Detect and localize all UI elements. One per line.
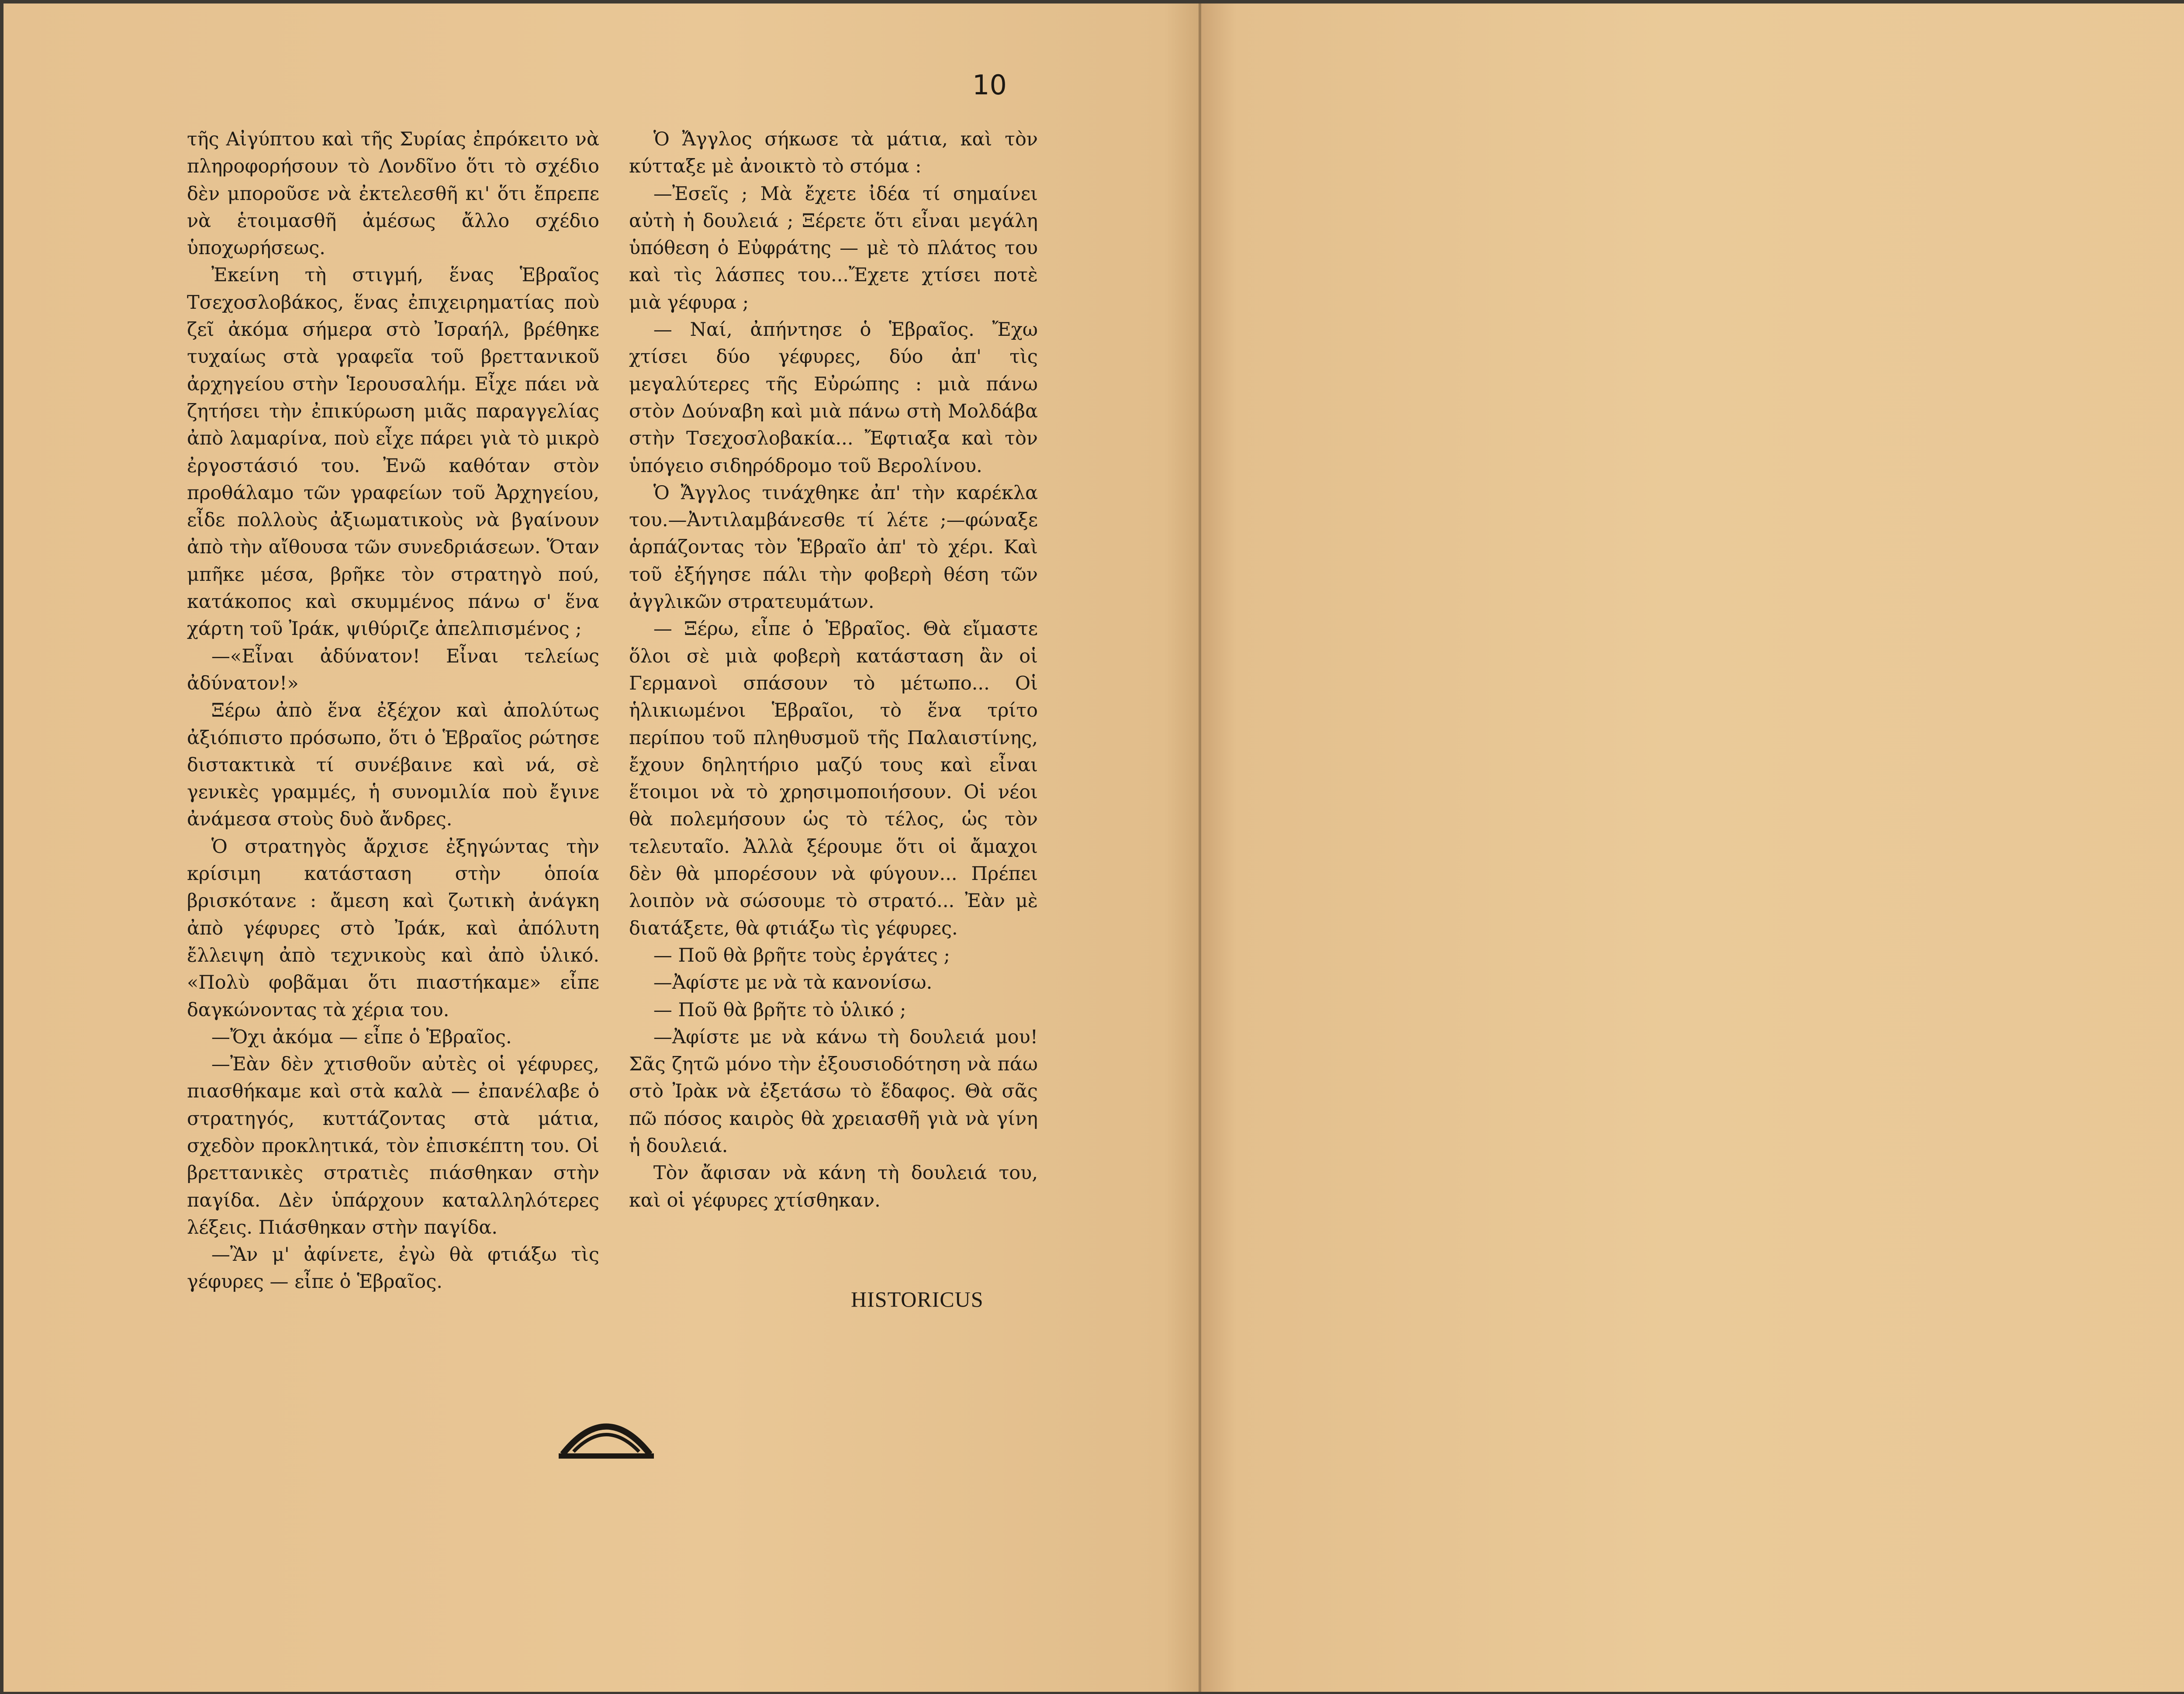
paragraph: —Ἂν μ' ἀφίνετε, ἐγὼ θὰ φτιάξω τὶς γέφυρες — εἶπε ὁ Ἑβραῖος. [187, 1244, 599, 1293]
paragraph: —«Εἶναι ἀδύνατον! Εἶναι τελείως ἀδύνατον!» [187, 645, 599, 694]
author-signature: HISTORICUS [851, 1287, 984, 1311]
paragraph: Ὁ Ἄγγλος τινάχθηκε ἀπ' τὴν καρέκλα του.—Ἀντιλαμβάνεσθε τί λέτε ;—φώναξε ἁρπάζοντας τὸν Ἑβραῖο ἀπ' τὸ χέρι. Καὶ τοῦ ἐξήγησε πάλι τὴν φοβερὴ θέση τῶν ἀγγλικῶν στρατευμάτων. [629, 482, 1038, 613]
paragraph: —Ἐὰν δὲν χτισθοῦν αὐτὲς οἱ γέφυρες, πιασθήκαμε καὶ στὰ καλὰ — ἐπανέλαβε ὁ στρατηγός, κυττάζοντας στὰ μάτια, σχεδὸν προκλητικά, τὸν ἐπισκέπτη του. Οἱ βρεττανικὲς στρατιὲς πιάσθηκαν στὴν παγίδα. Δὲν ὑπάρχουν καταλληλότερες λέξεις. Πιάσθηκαν στὴν παγίδα. [187, 1053, 599, 1239]
page-number: 10 [972, 69, 1007, 101]
right-page [1201, 3, 2184, 1692]
paragraph: — Ναί, ἀπήντησε ὁ Ἑβραῖος. Ἔχω χτίσει δύο γέφυρες, δύο ἀπ' τὶς μεγαλύτερες τῆς Εὐρώπης : μιὰ πάνω στὸν Δούναβη καὶ μιὰ πάνω στὴ Μολδάβα στὴν Τσεχοσλοβακία... Ἔφτιαξα καὶ τὸν ὑπόγειο σιδηρόδρομο τοῦ Βερολίνου. [629, 319, 1038, 477]
paragraph: — Ξέρω, εἶπε ὁ Ἑβραῖος. Θὰ εἴμαστε ὅλοι σὲ μιὰ φοβερὴ κατάσταση ἂν οἱ Γερμανοὶ σπάσουν τὸ μέτωπο... Οἱ ἡλικιωμένοι Ἑβραῖοι, τὸ ἕνα τρίτο περίπου τοῦ πληθυσμοῦ τῆς Παλαιστίνης, ἔχουν δηλητήριο μαζύ τους καὶ εἶναι ἕτοιμοι νὰ τὸ χρησιμοποιήσουν. Οἱ νέοι θὰ πολεμήσουν ὡς τὸ τέλος, ὡς τὸν τελευταῖο. Ἀλλὰ ξέρουμε ὅτι οἱ ἄμαχοι δὲν θὰ μπορέσουν νὰ φύγουν... Πρέπει λοιπὸν νὰ σώσουμε τὸ στρατό... Ἐὰν μὲ διατάξετε, θὰ φτιάξω τὶς γέφυρες. [629, 618, 1038, 939]
text-column-right [629, 126, 1038, 1214]
paragraph: Τὸν ἄφισαν νὰ κάνη τὴ δουλειά του, καὶ οἱ γέφυρες χτίσθηκαν. [629, 1162, 1038, 1211]
text-column-left [187, 126, 599, 1296]
paragraph: τῆς Αἰγύπτου καὶ τῆς Συρίας ἐπρόκειτο νὰ πληροφορήσουν τὸ Λονδῖνο ὅτι τὸ σχέδιο δὲν μποροῦσε νὰ ἐκτελεσθῆ κι' ὅτι ἔπρεπε νὰ ἑτοιμασθῆ ἀμέσως ἄλλο σχέδιο ὑποχωρήσεως. [187, 128, 599, 259]
left-page [3, 3, 1200, 1692]
paragraph: Ἐκείνη τὴ στιγμή, ἕνας Ἑβραῖος Τσεχοσλοβάκος, ἕνας ἐπιχειρηματίας ποὺ ζεῖ ἀκόμα σήμερα στὸ Ἰσραήλ, βρέθηκε τυχαίως στὰ γραφεῖα τοῦ βρεττανικοῦ ἀρχηγείου στὴν Ἱερουσαλήμ. Εἶχε πάει νὰ ζητήσει τὴν ἐπικύρωση μιᾶς παραγγελίας ἀπὸ λαμαρίνα, ποὺ εἶχε πάρει γιὰ τὸ μικρὸ ἐργοστάσιό του. Ἐνῶ καθόταν στὸν προθάλαμο τῶν γραφείων τοῦ Ἀρχηγείου, εἶδε πολλοὺς ἀξιωματικοὺς νὰ βγαίνουν ἀπὸ τὴν αἴθουσα τῶν συνεδριάσεων. Ὅταν μπῆκε μέσα, βρῆκε τὸν στρατηγὸ πού, κατάκοπος καὶ σκυμμένος πάνω σ' ἕνα χάρτη τοῦ Ἰράκ, ψιθύριζε ἀπελπισμένος ; [187, 264, 599, 640]
ornament-icon [556, 1414, 657, 1462]
paragraph: — Ποῦ θὰ βρῆτε τὸ ὑλικό ; [653, 999, 906, 1021]
paragraph: Ὁ στρατηγὸς ἄρχισε ἐξηγώντας τὴν κρίσιμη κατάσταση στὴν ὁποία βρισκότανε : ἄμεση καὶ ζωτικὴ ἀνάγκη ἀπὸ γέφυρες στὸ Ἰράκ, καὶ ἀπόλυτη ἔλλειψη ἀπὸ τεχνικοὺς καὶ ἀπὸ ὑλικό. «Πολὺ φοβᾶμαι ὅτι πιαστήκαμε» εἶπε δαγκώνοντας τὰ χέρια του. [187, 835, 599, 1021]
paragraph: —Ἀφίστε με νὰ κάνω τὴ δουλειά μου! Σᾶς ζητῶ μόνο τὴν ἐξουσιοδότηση νὰ πάω στὸ Ἰρὰκ νὰ ἐξετάσω τὸ ἔδαφος. Θὰ σᾶς πῶ πόσος καιρὸς θὰ χρειασθῆ γιὰ νὰ γίνη ἡ δουλειά. [629, 1026, 1038, 1157]
paragraph: —Ὄχι ἀκόμα — εἶπε ὁ Ἑβραῖος. [211, 1026, 512, 1048]
paragraph: — Ποῦ θὰ βρῆτε τοὺς ἐργάτες ; [653, 944, 950, 966]
paragraph: —Ἀφίστε με νὰ τὰ κανονίσω. [653, 972, 933, 994]
paragraph: Ξέρω ἀπὸ ἕνα ἐξέχον καὶ ἀπολύτως ἀξιόπιστο πρόσωπο, ὅτι ὁ Ἑβραῖος ρώτησε διστακτικὰ τί συνέβαινε καὶ νά, σὲ γενικὲς γραμμές, ἡ συνομιλία ποὺ ἔγινε ἀνάμεσα στοὺς δυὸ ἄνδρες. [187, 700, 599, 831]
paragraph: Ὁ Ἄγγλος σήκωσε τὰ μάτια, καὶ τὸν κύτταξε μὲ ἀνοικτὸ τὸ στόμα : [629, 128, 1038, 178]
paragraph: —Ἐσεῖς ; Μὰ ἔχετε ἰδέα τί σημαίνει αὐτὴ ἡ δουλειά ; Ξέρετε ὅτι εἶναι μεγάλη ὑπόθεση ὁ Εὐφράτης — μὲ τὸ πλάτος του καὶ τὶς λάσπες του...Ἔχετε χτίσει ποτὲ μιὰ γέφυρα ; [629, 183, 1038, 314]
